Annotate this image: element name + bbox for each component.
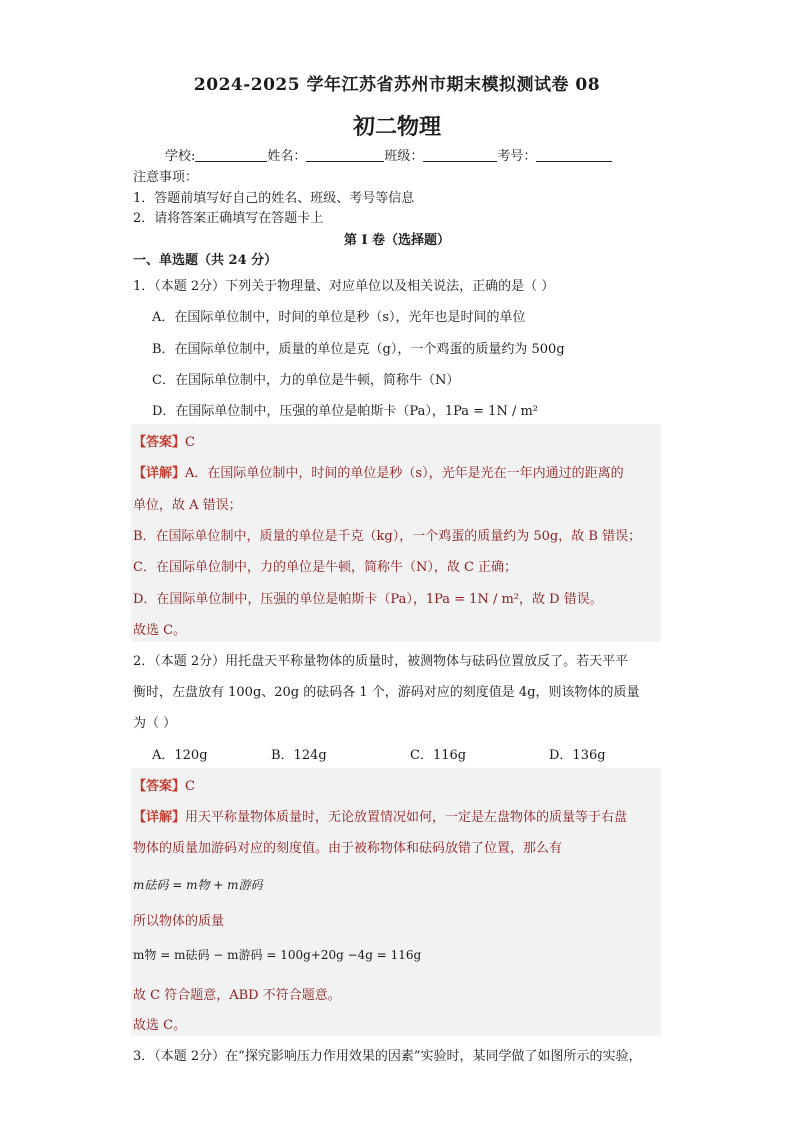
q1-detail-3: B．在国际单位制中，质量的单位是千克（kg），一个鸡蛋的质量约为 50g，故 B 错误；: [133, 529, 642, 544]
name-blank[interactable]: [306, 149, 384, 162]
q1-option-b: B．在国际单位制中，质量的单位是克（g），一个鸡蛋的质量约为 500g: [152, 342, 565, 357]
q2-detail-text-1: 用天平称量物体质量时，无论放置情况如何，一定是左盘物体的质量等于右盘: [185, 810, 628, 825]
class-label: 班级：: [384, 149, 424, 164]
student-info-line: [165, 145, 612, 164]
q2-detail-3: 所以物体的质量: [133, 914, 225, 929]
q3-stem: 3．（本题 2分）在“探究影响压力作用效果的因素”实验时，某同学做了如图所示的实验，: [133, 1049, 642, 1064]
q2-formula-1: m砝码 = m物 + m游码: [133, 878, 263, 892]
q2-option-c: C．116g: [410, 748, 467, 763]
q1-option-a: A．在国际单位制中，时间的单位是秒（s），光年也是时间的单位: [152, 310, 526, 325]
q1-detail-2: 单位，故 A 错误；: [133, 498, 242, 513]
q2-option-b: B．124g: [271, 748, 327, 763]
q1-detail-text-1: A．在国际单位制中，时间的单位是秒（s），光年是光在一年内通过的距离的: [185, 466, 624, 481]
q1-detail-1: [133, 462, 624, 481]
class-blank[interactable]: [423, 149, 497, 162]
q1-detail-label: 【详解】: [133, 466, 186, 481]
exam-subtitle: 初二物理: [352, 114, 441, 140]
q1-stem: 1．（本题 2分）下列关于物理量、对应单位以及相关说法，正确的是（ ）: [133, 279, 555, 294]
q1-answer-label: 【答案】: [133, 435, 186, 450]
q2-detail-1: [133, 806, 627, 825]
q1-answer: [133, 431, 195, 450]
q2-stem-2: 衡时，左盘放有 100g、20g 的砝码各 1 个，游码对应的刻度值是 4g，则该物体的质量: [133, 685, 640, 700]
q2-formula-2: m物 = m砝码 − m游码 = 100g+20g −4g = 116g: [133, 948, 422, 962]
q2-detail-2: 物体的质量加游码对应的刻度值。由于被称物体和砝码放错了位置，那么有: [133, 841, 563, 856]
part-title: 一、单选题（共 24 分）: [133, 253, 278, 268]
section-title: 第 I 卷（选择题）: [343, 233, 451, 248]
exam-title: 2024-2025 学年江苏省苏州市期末模拟测试卷 08: [193, 75, 601, 95]
q1-answer-value: C: [185, 435, 195, 450]
q1-detail-5: D．在国际单位制中，压强的单位是帕斯卡（Pa），1Pa = 1N / m²，故 D 错误。: [133, 592, 603, 607]
q1-option-c: C．在国际单位制中，力的单位是牛顿，简称牛（N）: [152, 373, 460, 388]
q2-answer: [133, 775, 195, 794]
q2-option-a: A．120g: [152, 748, 208, 763]
notes-item-1: 1．答题前填写好自己的姓名、班级、考号等信息: [133, 191, 415, 206]
q2-stem-3: 为（ ）: [133, 716, 177, 731]
school-blank[interactable]: [195, 149, 267, 162]
q2-conclusion: 故选 C。: [133, 1018, 187, 1033]
q1-option-d: D．在国际单位制中，压强的单位是帕斯卡（Pa），1Pa = 1N / m²: [152, 404, 539, 419]
notes-item-2: 2．请将答案正确填写在答题卡上: [133, 211, 324, 226]
q1-conclusion: 故选 C。: [133, 623, 187, 638]
name-label: 姓名：: [267, 149, 307, 164]
q2-stem-1: 2．（本题 2分）用托盘天平称量物体的质量时，被测物体与砝码位置放反了。若天平平: [133, 654, 629, 669]
q2-detail-4: 故 C 符合题意，ABD 不符合题意。: [133, 988, 341, 1003]
q2-detail-label: 【详解】: [133, 810, 186, 825]
notes-heading: 注意事项：: [133, 170, 199, 185]
q2-answer-label: 【答案】: [133, 779, 186, 794]
number-label: 考号：: [497, 149, 537, 164]
q2-option-d: D．136g: [549, 748, 606, 763]
q2-answer-value: C: [185, 779, 195, 794]
school-label: 学校:: [165, 149, 196, 164]
number-blank[interactable]: [536, 149, 612, 162]
q1-detail-4: C．在国际单位制中，力的单位是牛顿，简称牛（N），故 C 正确；: [133, 560, 518, 575]
